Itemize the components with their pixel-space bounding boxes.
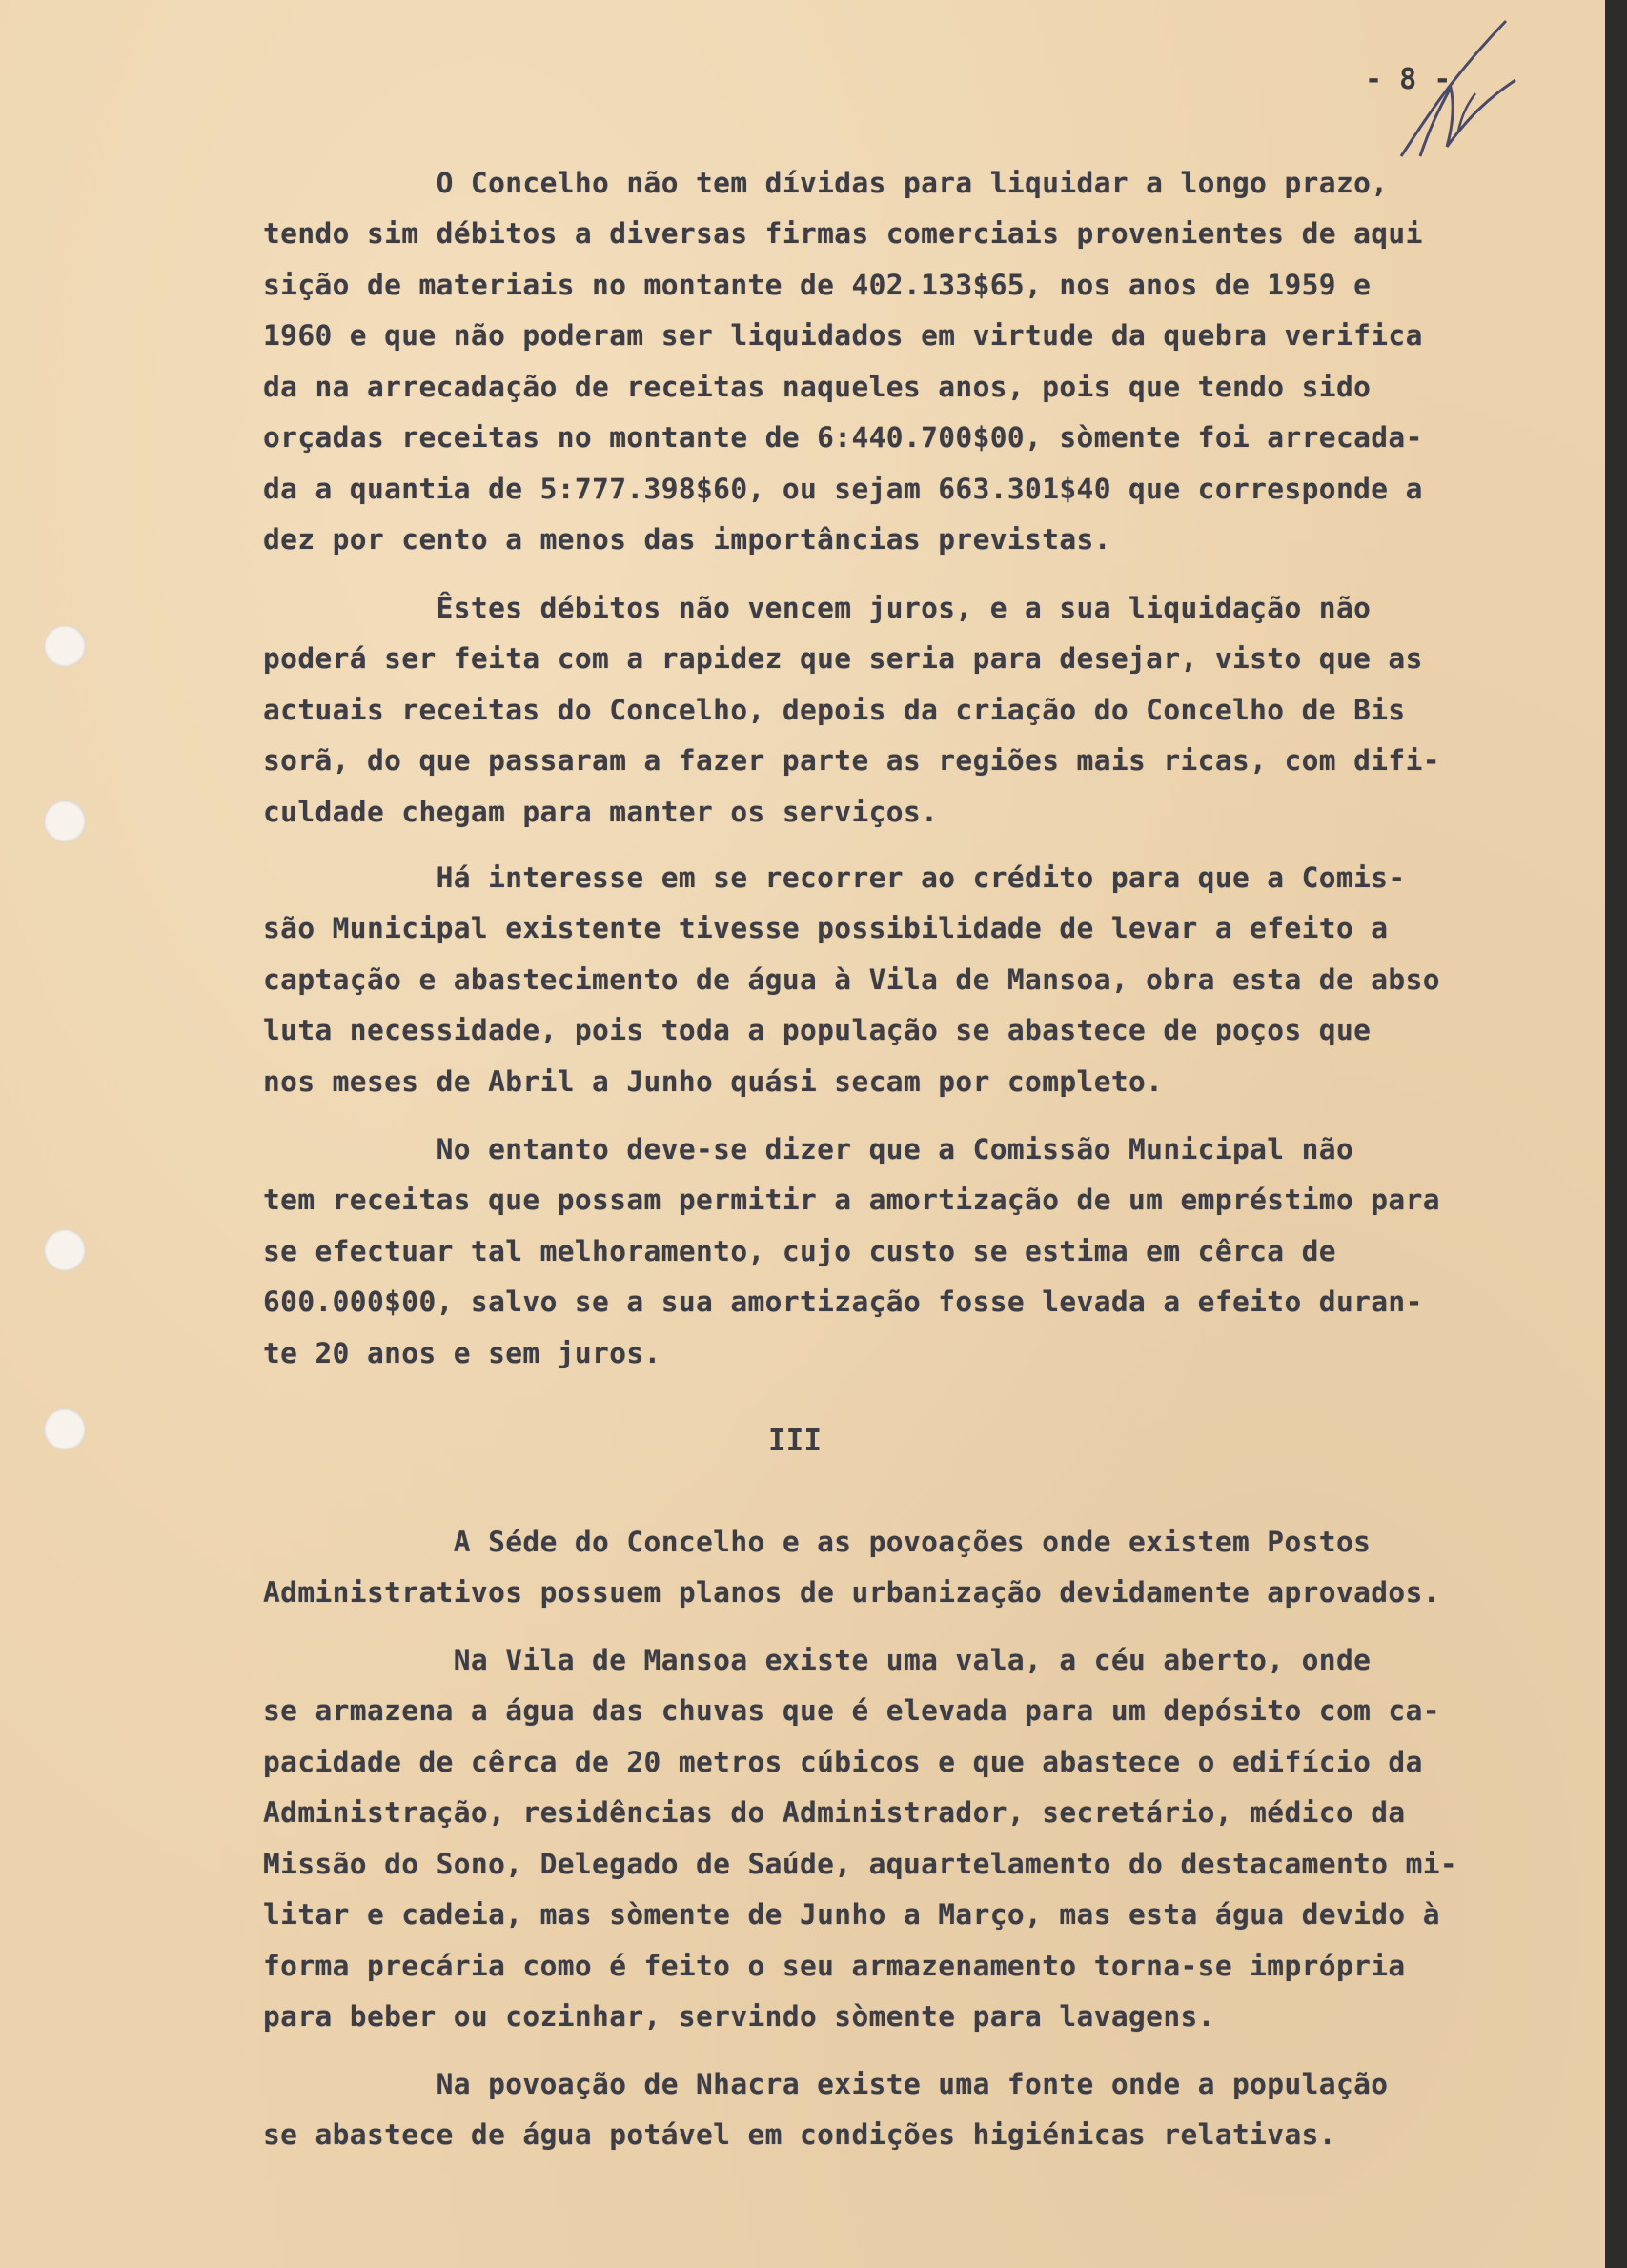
text-line: se abastece de água potável em condições higiénicas relativas. xyxy=(263,2118,1336,2151)
text-line: O Concelho não tem dívidas para liquidar a longo prazo, xyxy=(263,167,1389,199)
text-line: luta necessidade, pois toda a população se abastece de poços que xyxy=(263,1014,1372,1046)
text-line: se efectuar tal melhoramento, cujo custo se estima em cêrca de xyxy=(263,1235,1336,1267)
text-line: são Municipal existente tivesse possibilidade de levar a efeito a xyxy=(263,912,1389,944)
text-line: te 20 anos e sem juros. xyxy=(263,1337,661,1369)
text-line: litar e cadeia, mas sòmente de Junho a Março, mas esta água devido à xyxy=(263,1898,1440,1931)
text-line: para beber ou cozinhar, servindo sòmente para lavagens. xyxy=(263,2000,1215,2033)
section-heading: III xyxy=(768,1424,822,1458)
text-line: No entanto deve-se dizer que a Comissão Municipal não xyxy=(263,1133,1354,1165)
text-line: Êstes débitos não vencem juros, e a sua liquidação não xyxy=(263,592,1372,624)
punch-hole xyxy=(44,800,86,842)
text-line: Na Vila de Mansoa existe uma vala, a céu aberto, onde xyxy=(263,1644,1372,1676)
punch-hole xyxy=(44,1229,86,1271)
text-line: sição de materiais no montante de 402.133$65, nos anos de 1959 e xyxy=(263,269,1372,301)
text-line: da a quantia de 5:777.398$60, ou sejam 663.301$40 que corresponde a xyxy=(263,473,1423,505)
punch-hole xyxy=(44,625,86,667)
text-line: nos meses de Abril a Junho quási secam por completo. xyxy=(263,1065,1164,1098)
text-line: Administração, residências do Administrador, secretário, médico da xyxy=(263,1796,1406,1829)
text-line: tendo sim débitos a diversas firmas comerciais provenientes de aqui xyxy=(263,217,1423,250)
text-line: actuais receitas do Concelho, depois da criação do Concelho de Bis xyxy=(263,694,1406,726)
text-line: tem receitas que possam permitir a amortização de um empréstimo para xyxy=(263,1184,1440,1216)
text-line: sorã, do que passaram a fazer parte as regiões mais ricas, com difi- xyxy=(263,744,1440,777)
text-line: dez por cento a menos das importâncias previstas. xyxy=(263,523,1111,556)
text-line: 1960 e que não poderam ser liquidados em virtude da quebra verifica xyxy=(263,319,1423,352)
text-line: orçadas receitas no montante de 6:440.700$00, sòmente foi arrecada- xyxy=(263,421,1423,454)
text-line: da na arrecadação de receitas naqueles anos, pois que tendo sido xyxy=(263,371,1372,403)
page-number: - 8 - xyxy=(1365,63,1452,96)
text-line: 600.000$00, salvo se a sua amortização fosse levada a efeito duran- xyxy=(263,1286,1423,1318)
text-line: Missão do Sono, Delegado de Saúde, aquartelamento do destacamento mi- xyxy=(263,1848,1458,1880)
text-line: Na povoação de Nhacra existe uma fonte onde a população xyxy=(263,2068,1389,2100)
text-line: Há interesse em se recorrer ao crédito para que a Comis- xyxy=(263,861,1406,894)
text-line: forma precária como é feito o seu armazenamento torna-se imprópria xyxy=(263,1950,1406,1982)
text-line: pacidade de cêrca de 20 metros cúbicos e que abastece o edifício da xyxy=(263,1746,1423,1778)
text-line: Administrativos possuem planos de urbanização devidamente aprovados. xyxy=(263,1576,1440,1609)
text-line: A Séde do Concelho e as povoações onde existem Postos xyxy=(263,1526,1372,1558)
handwritten-initials-signature xyxy=(1363,13,1535,166)
text-line: culdade chegam para manter os serviços. xyxy=(263,796,939,828)
text-line: se armazena a água das chuvas que é elevada para um depósito com ca- xyxy=(263,1694,1440,1727)
text-line: poderá ser feita com a rapidez que seria para desejar, visto que as xyxy=(263,642,1423,675)
punch-hole xyxy=(44,1408,86,1450)
scan-edge xyxy=(1605,0,1627,2268)
text-line: captação e abastecimento de água à Vila de Mansoa, obra esta de abso xyxy=(263,963,1440,996)
